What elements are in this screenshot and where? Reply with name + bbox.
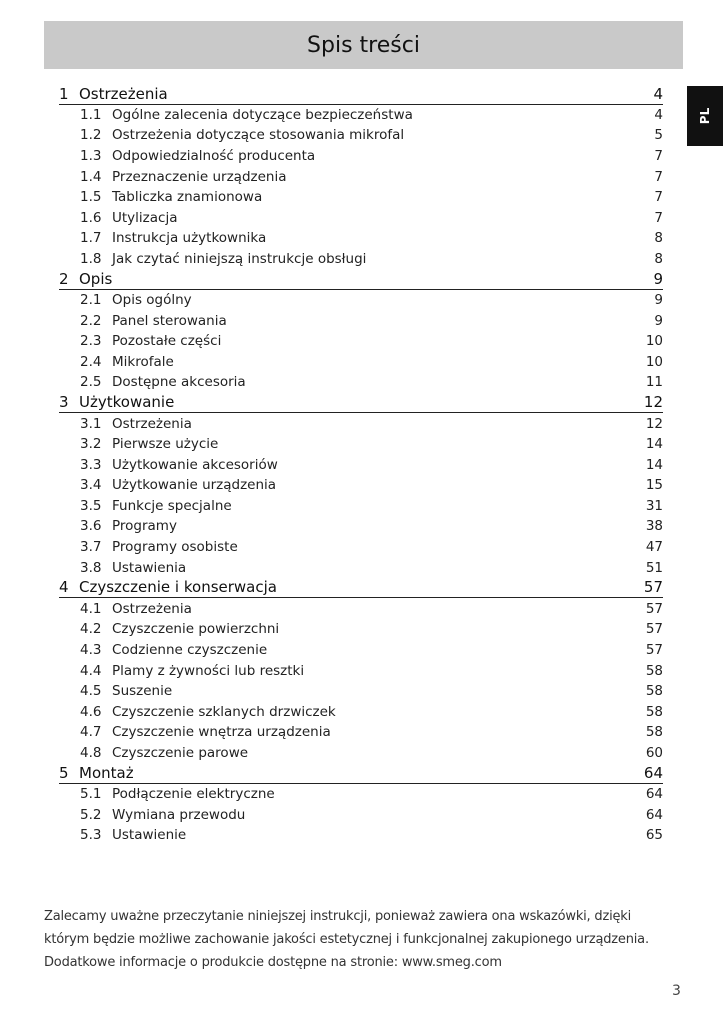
- item-number: 3.7: [80, 539, 102, 556]
- item-page: 10: [645, 353, 663, 370]
- item-page: 47: [645, 539, 663, 556]
- item-number: 1.3: [80, 147, 102, 164]
- item-page: 64: [645, 806, 663, 823]
- toc-item-row[interactable]: [59, 310, 663, 331]
- item-title: Ustawienie: [112, 827, 187, 844]
- item-title: Czyszczenie powierzchni: [112, 621, 280, 638]
- item-title: Przeznaczenie urządzenia: [112, 168, 287, 185]
- item-page: 58: [645, 662, 663, 679]
- note-line: którym będzie możliwe zachowanie jakości estetycznej i funkcjonalnej zakupionego urządzenia.: [44, 932, 649, 947]
- table-of-contents: [59, 84, 663, 846]
- item-number: 5.2: [80, 806, 102, 823]
- language-tab: [687, 86, 723, 146]
- item-title: Podłączenie elektryczne: [112, 786, 275, 803]
- toc-item-row[interactable]: [59, 290, 663, 311]
- toc-item-row[interactable]: [59, 228, 663, 249]
- item-page: 5: [654, 127, 663, 144]
- toc-item-row[interactable]: [59, 475, 663, 496]
- item-page: 57: [645, 600, 663, 617]
- item-page: 51: [645, 559, 663, 576]
- note-line: Zalecamy uważne przeczytanie niniejszej instrukcji, ponieważ zawiera ona wskazówki, dzięki: [44, 909, 632, 924]
- toc-section-row[interactable]: [59, 269, 663, 290]
- item-title: Użytkowanie akcesoriów: [112, 456, 278, 473]
- item-page: 38: [645, 518, 663, 535]
- item-number: 4.4: [80, 662, 102, 679]
- item-title: Tabliczka znamionowa: [112, 189, 263, 206]
- toc-item-row[interactable]: [59, 660, 663, 681]
- item-title: Suszenie: [112, 683, 173, 700]
- item-number: 2.1: [80, 292, 102, 309]
- section-number: 5: [59, 763, 69, 782]
- toc-item-row[interactable]: [59, 598, 663, 619]
- item-number: 3.8: [80, 559, 102, 576]
- item-page: 8: [654, 250, 663, 267]
- item-title: Funkcje specjalne: [112, 497, 232, 514]
- item-title: Dostępne akcesoria: [112, 374, 246, 391]
- item-page: 7: [654, 189, 663, 206]
- item-page: 15: [645, 477, 663, 494]
- item-title: Codzienne czyszczenie: [112, 641, 268, 658]
- toc-item-row[interactable]: [59, 557, 663, 578]
- item-title: Instrukcja użytkownika: [112, 230, 267, 247]
- toc-item-row[interactable]: [59, 125, 663, 146]
- section-title: Opis: [79, 269, 113, 288]
- section-title: Ostrzeżenia: [79, 84, 168, 103]
- item-number: 4.1: [80, 600, 102, 617]
- item-number: 4.7: [80, 724, 102, 741]
- toc-section-row[interactable]: [59, 393, 663, 414]
- toc-item-row[interactable]: [59, 681, 663, 702]
- item-title: Czyszczenie wnętrza urządzenia: [112, 724, 331, 741]
- item-number: 4.3: [80, 641, 102, 658]
- toc-item-row[interactable]: [59, 619, 663, 640]
- item-page: 10: [645, 333, 663, 350]
- item-title: Ostrzeżenia: [112, 415, 192, 432]
- item-page: 65: [645, 827, 663, 844]
- item-title: Ostrzeżenia: [112, 600, 192, 617]
- item-number: 4.8: [80, 744, 102, 761]
- item-number: 2.4: [80, 353, 102, 370]
- note-line: Dodatkowe informacje o produkcie dostępne na stronie: www.smeg.com: [44, 955, 502, 970]
- section-title: Montaż: [79, 763, 134, 782]
- item-title: Programy: [112, 518, 177, 535]
- section-number: 1: [59, 84, 69, 103]
- item-title: Ostrzeżenia dotyczące stosowania mikrofal: [112, 127, 405, 144]
- toc-item-row[interactable]: [59, 207, 663, 228]
- toc-item-row[interactable]: [59, 372, 663, 393]
- item-number: 1.2: [80, 127, 102, 144]
- item-number: 4.2: [80, 621, 102, 638]
- item-page: 7: [654, 147, 663, 164]
- item-number: 5.3: [80, 827, 102, 844]
- section-page: 4: [653, 84, 663, 103]
- item-title: Plamy z żywności lub resztki: [112, 662, 305, 679]
- toc-item-row[interactable]: [59, 640, 663, 661]
- item-number: 3.5: [80, 497, 102, 514]
- toc-item-row[interactable]: [59, 413, 663, 434]
- item-page: 9: [654, 292, 663, 309]
- item-page: 11: [645, 374, 663, 391]
- item-title: Utylizacja: [112, 209, 178, 226]
- item-title: Ogólne zalecenia dotyczące bezpieczeństwa: [112, 106, 413, 123]
- item-number: 2.5: [80, 374, 102, 391]
- toc-item-row[interactable]: [59, 187, 663, 208]
- item-title: Czyszczenie szklanych drzwiczek: [112, 703, 336, 720]
- toc-item-row[interactable]: [59, 454, 663, 475]
- item-number: 1.5: [80, 189, 102, 206]
- page-number: 3: [672, 983, 681, 999]
- item-page: 60: [645, 744, 663, 761]
- item-page: 57: [645, 641, 663, 658]
- item-title: Odpowiedzialność producenta: [112, 147, 316, 164]
- toc-item-row[interactable]: [59, 784, 663, 805]
- item-page: 4: [654, 106, 663, 123]
- section-title: Czyszczenie i konserwacja: [79, 578, 277, 597]
- item-page: 58: [645, 683, 663, 700]
- toc-item-row[interactable]: [59, 331, 663, 352]
- toc-item-row[interactable]: [59, 825, 663, 846]
- item-title: Pierwsze użycie: [112, 436, 219, 453]
- item-number: 3.3: [80, 456, 102, 473]
- page-title: Spis treści: [307, 32, 420, 58]
- section-page: 64: [643, 763, 663, 782]
- item-title: Użytkowanie urządzenia: [112, 477, 277, 494]
- section-page: 57: [643, 578, 663, 597]
- item-page: 57: [645, 621, 663, 638]
- toc-item-row[interactable]: [59, 743, 663, 764]
- toc-item-row[interactable]: [59, 537, 663, 558]
- page-title-bar: [44, 21, 683, 69]
- toc-item-row[interactable]: [59, 166, 663, 187]
- toc-item-row[interactable]: [59, 146, 663, 167]
- item-page: 58: [645, 724, 663, 741]
- item-title: Ustawienia: [112, 559, 187, 576]
- item-number: 1.1: [80, 106, 102, 123]
- item-title: Panel sterowania: [112, 312, 227, 329]
- toc-item-row[interactable]: [59, 105, 663, 126]
- section-number: 2: [59, 269, 69, 288]
- footer-note: [44, 905, 684, 974]
- item-title: Czyszczenie parowe: [112, 744, 249, 761]
- item-number: 5.1: [80, 786, 102, 803]
- item-number: 3.6: [80, 518, 102, 535]
- item-number: 3.4: [80, 477, 102, 494]
- item-title: Wymiana przewodu: [112, 806, 246, 823]
- item-number: 1.6: [80, 209, 102, 226]
- section-page: 12: [643, 393, 663, 412]
- section-title: Użytkowanie: [79, 393, 175, 412]
- section-number: 3: [59, 393, 69, 412]
- item-title: Pozostałe części: [112, 333, 222, 350]
- item-number: 4.6: [80, 703, 102, 720]
- item-page: 64: [645, 786, 663, 803]
- item-number: 2.2: [80, 312, 102, 329]
- toc-item-row[interactable]: [59, 352, 663, 373]
- item-number: 1.8: [80, 250, 102, 267]
- item-number: 2.3: [80, 333, 102, 350]
- toc-item-row[interactable]: [59, 496, 663, 517]
- toc-section-row[interactable]: [59, 763, 663, 784]
- item-page: 8: [654, 230, 663, 247]
- item-number: 3.2: [80, 436, 102, 453]
- item-title: Programy osobiste: [112, 539, 238, 556]
- section-page: 9: [653, 269, 663, 288]
- toc-section-row[interactable]: [59, 84, 663, 105]
- toc-section-row[interactable]: [59, 578, 663, 599]
- item-page: 9: [654, 312, 663, 329]
- toc-item-row[interactable]: [59, 516, 663, 537]
- item-page: 7: [654, 209, 663, 226]
- item-page: 58: [645, 703, 663, 720]
- item-page: 7: [654, 168, 663, 185]
- item-page: 12: [645, 415, 663, 432]
- item-page: 14: [645, 436, 663, 453]
- item-number: 3.1: [80, 415, 102, 432]
- item-title: Jak czytać niniejszą instrukcje obsługi: [112, 250, 367, 267]
- item-title: Opis ogólny: [112, 292, 192, 309]
- toc-item-row[interactable]: [59, 722, 663, 743]
- item-page: 14: [645, 456, 663, 473]
- toc-item-row[interactable]: [59, 249, 663, 270]
- item-number: 1.4: [80, 168, 102, 185]
- section-number: 4: [59, 578, 69, 597]
- item-number: 4.5: [80, 683, 102, 700]
- item-title: Mikrofale: [112, 353, 174, 370]
- item-page: 31: [645, 497, 663, 514]
- toc-item-row[interactable]: [59, 804, 663, 825]
- language-label: PL: [697, 107, 712, 125]
- toc-item-row[interactable]: [59, 701, 663, 722]
- toc-item-row[interactable]: [59, 434, 663, 455]
- item-number: 1.7: [80, 230, 102, 247]
